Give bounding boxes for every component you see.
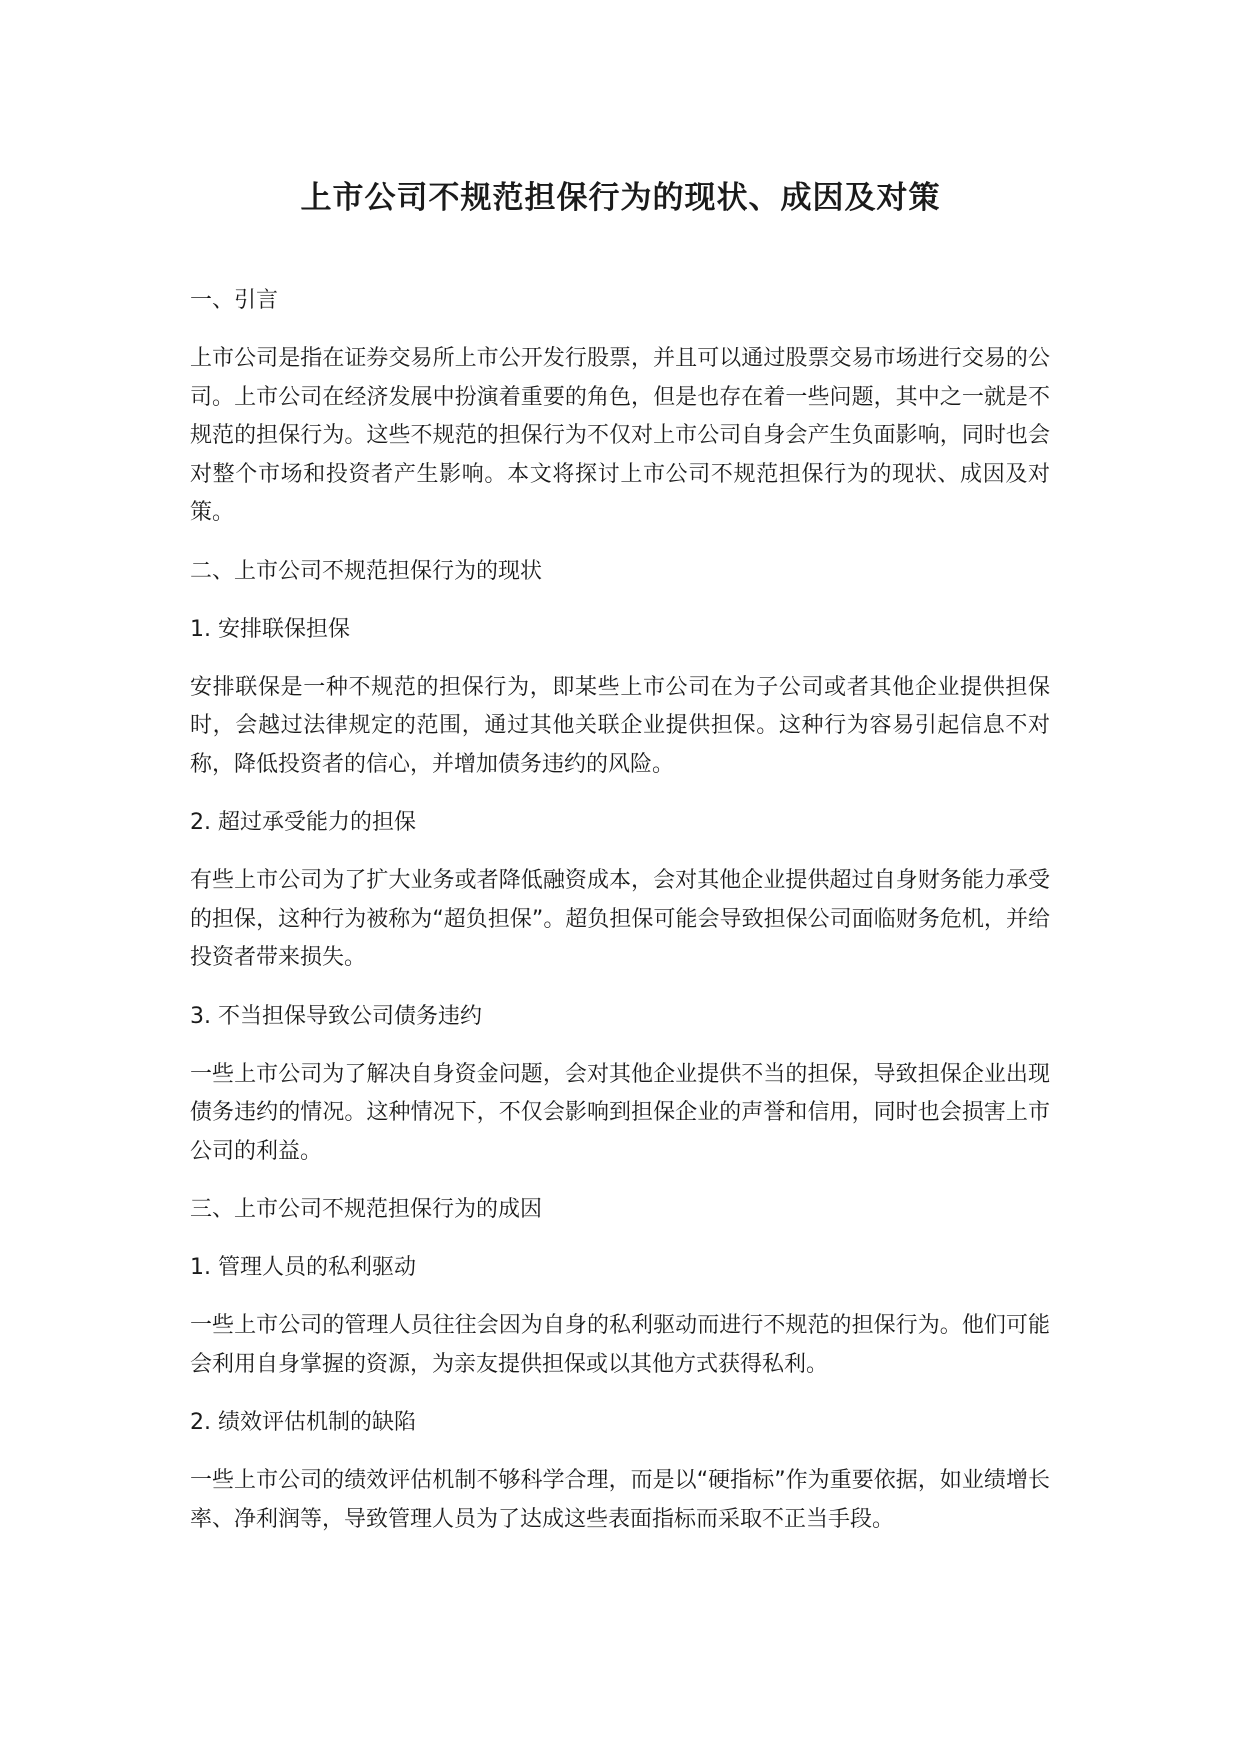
paragraph-self-interest: 一些上市公司的管理人员往往会因为自身的私利驱动而进行不规范的担保行为。他们可能会利用自身掌握的资源，为亲友提供担保或以其他方式获得私利。 xyxy=(190,1313,1050,1377)
subheading-self-interest: 1. 管理人员的私利驱动 xyxy=(190,1255,416,1280)
section-heading-intro: 一、引言 xyxy=(190,288,279,313)
paragraph-intro: 上市公司是指在证券交易所上市公开发行股票，并且可以通过股票交易市场进行交易的公司。上市公司在经济发展中扮演着重要的角色，但是也存在着一些问题，其中之一就是不规范的担保行为。这些不规范的担保行为不仅对上市公司自身会产生负面影响，同时也会对整个市场和投资者产生影响。本文将探讨上市公司不规范担保行为的现状、成因及对策。 xyxy=(190,346,1050,525)
subheading-performance-evaluation: 2. 绩效评估机制的缺陷 xyxy=(190,1410,416,1435)
document-title: 上市公司不规范担保行为的现状、成因及对策 xyxy=(300,180,941,216)
section-heading-status: 二、上市公司不规范担保行为的现状 xyxy=(190,558,543,584)
paragraph-performance-evaluation: 一些上市公司的绩效评估机制不够科学合理，而是以“硬指标”作为重要依据，如业绩增长率、净利润等，导致管理人员为了达成这些表面指标而采取不正当手段。 xyxy=(190,1468,1050,1532)
subheading-improper-guarantee: 3. 不当担保导致公司债务违约 xyxy=(190,1003,482,1029)
section-heading-causes: 三、上市公司不规范担保行为的成因 xyxy=(190,1197,543,1222)
paragraph-excess-guarantee: 有些上市公司为了扩大业务或者降低融资成本，会对其他企业提供超过自身财务能力承受的担保，这种行为被称为“超负担保”。超负担保可能会导致担保公司面临财务危机，并给投资者带来损失。 xyxy=(190,868,1050,970)
document-body xyxy=(190,282,1050,1559)
paragraph-improper-guarantee: 一些上市公司为了解决自身资金问题，会对其他企业提供不当的担保，导致担保企业出现债务违约的情况。这种情况下，不仅会影响到担保企业的声誉和信用，同时也会损害上市公司的利益。 xyxy=(190,1061,1050,1164)
subheading-joint-guarantee: 1. 安排联保担保 xyxy=(190,616,350,642)
subheading-excess-guarantee: 2. 超过承受能力的担保 xyxy=(190,810,416,835)
paragraph-joint-guarantee: 安排联保是一种不规范的担保行为，即某些上市公司在为子公司或者其他企业提供担保时，会越过法律规定的范围，通过其他关联企业提供担保。这种行为容易引起信息不对称，降低投资者的信心，并增加债务违约的风险。 xyxy=(190,674,1050,777)
